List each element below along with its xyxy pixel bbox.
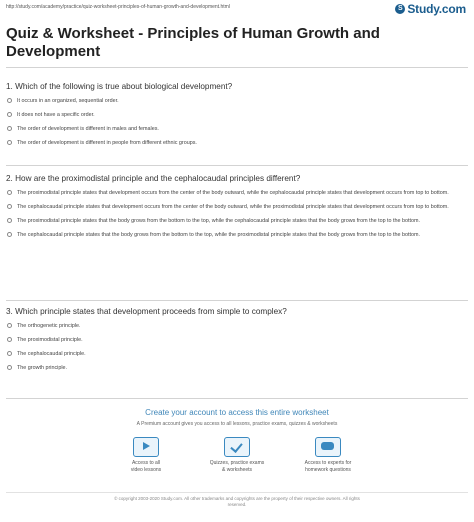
radio-icon[interactable] xyxy=(7,204,12,209)
option-text: The growth principle. xyxy=(17,365,68,371)
feature-experts xyxy=(278,437,378,474)
radio-icon[interactable] xyxy=(7,351,12,356)
footer-rule xyxy=(6,492,468,493)
question-text: 3. Which principle states that development proceeds from simple to complex? xyxy=(6,307,287,316)
video-lessons-icon xyxy=(133,437,159,457)
answer-option[interactable] xyxy=(6,189,468,197)
answer-option[interactable] xyxy=(6,217,468,225)
question-1 xyxy=(6,82,468,153)
divider xyxy=(6,67,468,68)
study-logo[interactable] xyxy=(395,2,466,16)
radio-icon[interactable] xyxy=(7,323,12,328)
option-text: The order of development is different in people from different ethnic groups. xyxy=(17,140,197,146)
feature-line: & worksheets xyxy=(221,467,252,473)
feature-text xyxy=(187,460,287,474)
copyright-line: reserved. xyxy=(227,502,247,507)
radio-icon[interactable] xyxy=(7,232,12,237)
question-text: 2. How are the proximodistal principle and the cephalocaudal principles different? xyxy=(6,174,301,183)
question-3 xyxy=(6,307,468,378)
promo-heading[interactable]: Create your account to access this entire worksheet xyxy=(145,408,329,417)
logo-mark-icon: S xyxy=(395,4,405,14)
feature-video-lessons xyxy=(96,437,196,474)
answer-option[interactable] xyxy=(6,350,468,358)
answer-option[interactable] xyxy=(6,139,468,147)
answer-option[interactable] xyxy=(6,97,468,105)
answer-option[interactable] xyxy=(6,111,468,119)
answer-option[interactable] xyxy=(6,125,468,133)
divider xyxy=(6,300,468,301)
answer-option[interactable] xyxy=(6,203,468,211)
promo-subheading: A Premium account gives you access to all lessons, practice exams, quizzes & worksheets xyxy=(136,421,338,427)
feature-quizzes xyxy=(187,437,287,474)
page-url: http://study.com/academy/practice/quiz-worksheet-principles-of-human-growth-and-development.html xyxy=(6,4,230,10)
option-text: The orthogenetic principle. xyxy=(17,323,81,329)
option-text: The proximodistal principle states that the body grows from the bottom to the top, while the cephalocaudal principle states that the body grows from the top to the bottom. xyxy=(17,218,421,224)
feature-text xyxy=(278,460,378,474)
feature-line: video lessons xyxy=(130,467,162,473)
divider xyxy=(6,398,468,399)
option-text: The order of development is different in males and females. xyxy=(17,126,159,132)
page-title: Quiz & Worksheet - Principles of Human Growth and Development xyxy=(6,25,380,60)
answer-option[interactable] xyxy=(6,231,468,239)
expert-chat-icon xyxy=(315,437,341,457)
question-2 xyxy=(6,174,468,245)
question-text: 1. Which of the following is true about biological development? xyxy=(6,82,233,91)
radio-icon[interactable] xyxy=(7,337,12,342)
answer-option[interactable] xyxy=(6,364,468,372)
radio-icon[interactable] xyxy=(7,365,12,370)
feature-text xyxy=(96,460,196,474)
option-text: It occurs in an organized, sequential order. xyxy=(17,98,119,104)
option-text: The cephalocaudal principle. xyxy=(17,351,86,357)
option-text: The proximodistal principle. xyxy=(17,337,83,343)
option-text: The proximodistal principle states that development occurs from the center of the body outward, while the cephalocaudal principle states that development occurs from top to bottom. xyxy=(17,190,449,196)
radio-icon[interactable] xyxy=(7,140,12,145)
divider xyxy=(6,165,468,166)
option-text: The cephalocaudal principle states that development occurs from the center of the body outward, while the proximodistal principle states that development occurs from top to bottom. xyxy=(17,204,449,210)
logo-text: Study.com xyxy=(407,2,466,16)
copyright-footer xyxy=(0,496,474,508)
option-text: The cephalocaudal principle states that the body grows from the bottom to the top, while the proximodistal principle states that the body grows from the top to the bottom. xyxy=(17,232,421,238)
radio-icon[interactable] xyxy=(7,112,12,117)
answer-option[interactable] xyxy=(6,336,468,344)
feature-line: homework questions xyxy=(305,467,351,473)
feature-line: Quizzes, practice exams xyxy=(209,460,265,466)
feature-line: Access to all xyxy=(131,460,161,466)
option-text: It does not have a specific order. xyxy=(17,112,95,118)
radio-icon[interactable] xyxy=(7,126,12,131)
answer-option[interactable] xyxy=(6,322,468,330)
feature-line: Access to experts for xyxy=(304,460,352,466)
radio-icon[interactable] xyxy=(7,190,12,195)
copyright-line: © copyright 2003-2020 Study.com. All other trademarks and copyrights are the property of their respective owners. All rights xyxy=(114,496,360,501)
quiz-check-icon xyxy=(224,437,250,457)
radio-icon[interactable] xyxy=(7,98,12,103)
radio-icon[interactable] xyxy=(7,218,12,223)
